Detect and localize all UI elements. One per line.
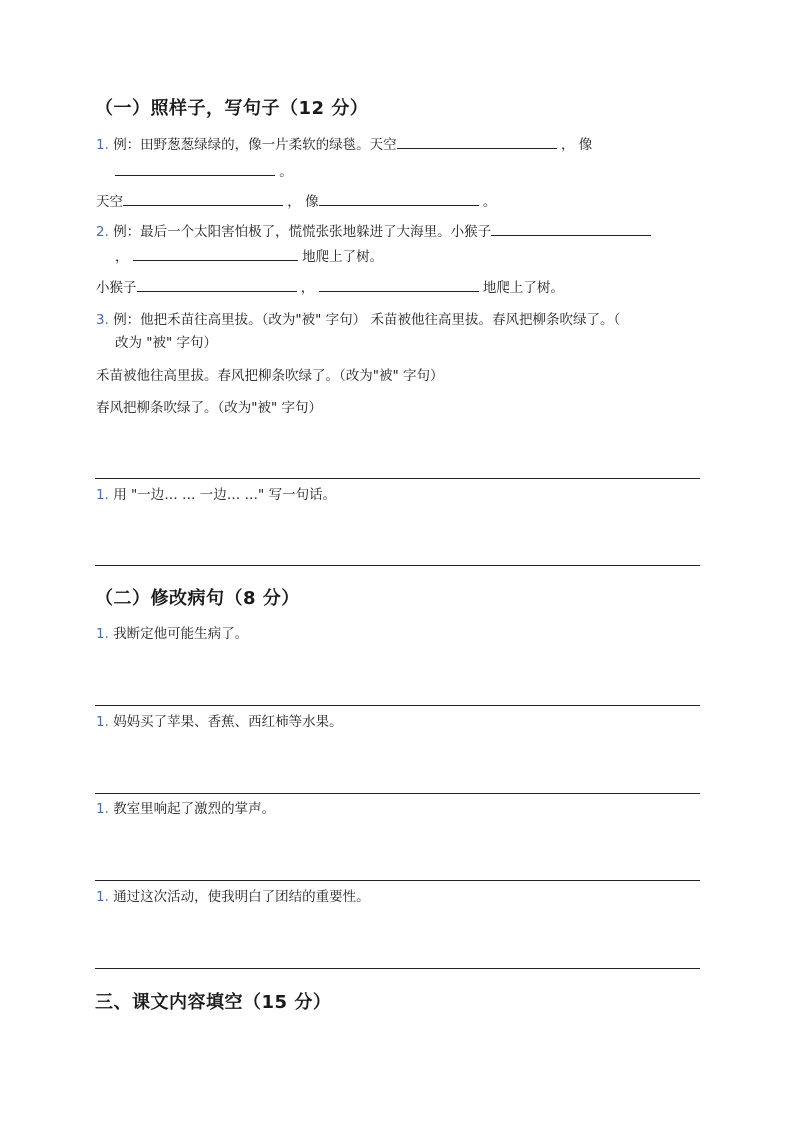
question-2 (96, 221, 651, 242)
separator: ， (115, 249, 129, 265)
question-2-cont (115, 246, 383, 267)
separator: ， (560, 137, 575, 153)
answer-blank[interactable] (491, 221, 651, 236)
question-number: 1. (96, 801, 109, 817)
sentence-item (96, 712, 343, 732)
answer-line[interactable] (95, 968, 700, 969)
question-number: 1. (96, 714, 109, 730)
question-2b (96, 277, 564, 298)
sentence-end: 。 (279, 164, 293, 180)
question-text: 例：他把禾苗往高里拔。（改为"被" 字句） 禾苗被他往高里拔。春风把柳条吹绿了。（ (113, 312, 621, 328)
answer-blank[interactable] (319, 191, 479, 206)
question-text: 地爬上了树。 (482, 280, 564, 296)
separator: ， (287, 194, 301, 210)
sentence-item (96, 887, 370, 907)
question-number: 2. (96, 224, 109, 240)
question-text: 小猴子 (96, 280, 137, 296)
answer-blank[interactable] (397, 134, 557, 149)
answer-blank[interactable] (115, 161, 275, 176)
answer-blank[interactable] (123, 191, 283, 206)
question-number: 3. (96, 312, 109, 328)
question-text: 妈妈买了苹果、香蕉、西红柿等水果。 (113, 714, 343, 730)
question-1b (96, 191, 496, 212)
question-4 (96, 485, 336, 505)
section-title-3: 三、课文内容填空（15 分） (95, 992, 332, 1013)
answer-line[interactable] (95, 565, 700, 566)
answer-line[interactable] (95, 880, 700, 881)
question-number: 1. (96, 487, 109, 503)
question-number: 1. (96, 626, 109, 642)
sentence-item (96, 624, 248, 644)
question-text: 地爬上了树。 (302, 249, 384, 265)
question-1 (96, 134, 592, 155)
question-text: 天空 (96, 194, 123, 210)
answer-line[interactable] (95, 478, 700, 479)
question-3-cont: 改为 "被" 字句） (115, 335, 218, 351)
question-3 (96, 310, 620, 330)
answer-line[interactable] (95, 705, 700, 706)
question-3b: 禾苗被他往高里拔。春风把柳条吹绿了。（改为"被" 字句） (96, 368, 444, 384)
question-text: 我断定他可能生病了。 (113, 626, 249, 642)
question-number: 1. (96, 137, 109, 153)
question-text: 例：最后一个太阳害怕极了，慌慌张张地躲进了大海里。小猴子 (113, 224, 492, 240)
answer-blank[interactable] (137, 277, 297, 292)
sentence-item (96, 799, 275, 819)
question-1-cont (115, 161, 293, 182)
question-3c: 春风把柳条吹绿了。（改为"被" 字句） (96, 400, 322, 416)
question-text: 像 (578, 137, 593, 153)
answer-blank[interactable] (319, 277, 479, 292)
question-text: 像 (305, 194, 319, 210)
question-text: 通过这次活动，使我明白了团结的重要性。 (113, 889, 370, 905)
question-text: 用 "一边… … 一边… …" 写一句话。 (113, 487, 337, 503)
question-text: 教室里响起了激烈的掌声。 (113, 801, 276, 817)
answer-blank[interactable] (133, 246, 298, 261)
question-text: 例：田野葱葱绿绿的，像一片柔软的绿毯。天空 (113, 137, 397, 153)
answer-line[interactable] (95, 793, 700, 794)
question-number: 1. (96, 889, 109, 905)
separator: ， (300, 280, 315, 296)
section-title-1: （一）照样子，写句子（12 分） (95, 98, 369, 119)
section-title-2: （二）修改病句（8 分） (95, 588, 300, 609)
sentence-end: 。 (482, 194, 497, 210)
